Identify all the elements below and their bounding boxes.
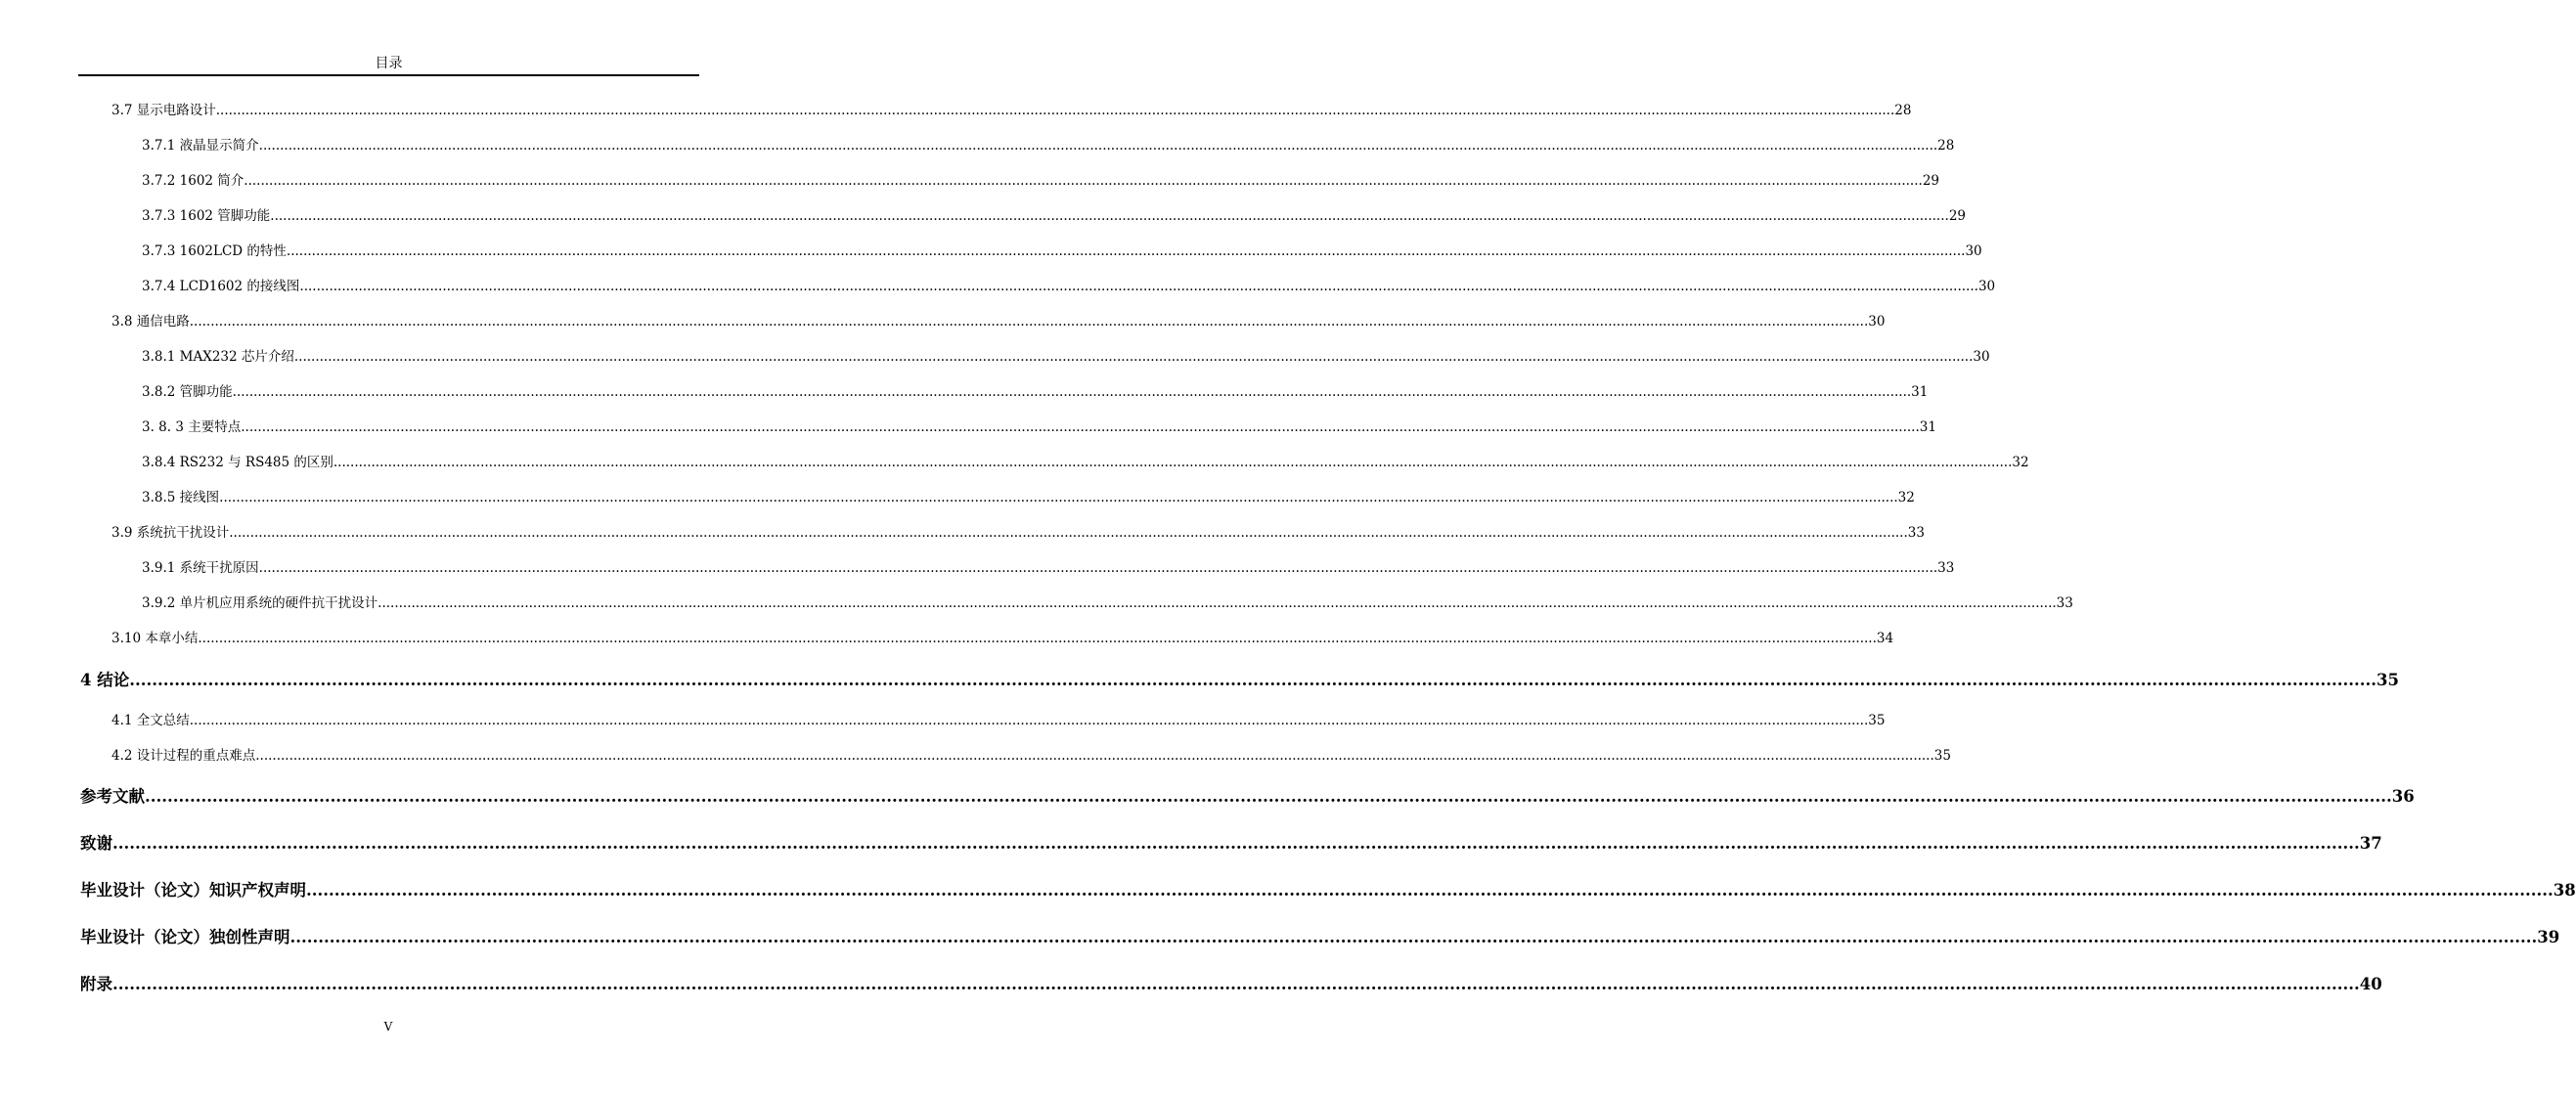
toc-leader-dots: ................................................................................................................................................................................................................................................................................................................................................................................................................: [258, 138, 1938, 154]
toc-entry-label: 4.1 全文总结: [111, 713, 190, 728]
toc-entry[interactable]: [80, 927, 2560, 948]
toc-leader-dots: ................................................................................................................................................................................................................................................................................................................................................................................................................: [129, 671, 2376, 689]
toc-leader-dots: ................................................................................................................................................................................................................................................................................................................................................................................................................: [189, 713, 1869, 728]
toc-entry[interactable]: [111, 630, 1894, 647]
toc-entry-label: 3.7.1 液晶显示简介: [142, 138, 259, 154]
toc-entry[interactable]: [142, 594, 2073, 612]
toc-entry-label: 3.7.3 1602LCD 的特性: [142, 243, 287, 259]
toc-entry[interactable]: [142, 383, 1929, 401]
toc-entry-label: 3.7 显示电路设计: [111, 103, 216, 118]
toc-entry-page: 32: [2012, 455, 2029, 470]
toc-entry-page: 33: [1907, 525, 1925, 541]
toc-leader-dots: ................................................................................................................................................................................................................................................................................................................................................................................................................: [219, 490, 1898, 505]
toc-entry[interactable]: [142, 348, 1990, 366]
toc-entry-page: 35: [1933, 748, 1951, 764]
toc-entry-page: 31: [1911, 384, 1929, 400]
toc-leader-dots: ................................................................................................................................................................................................................................................................................................................................................................................................................: [293, 349, 1974, 365]
toc-leader-dots: ................................................................................................................................................................................................................................................................................................................................................................................................................: [244, 173, 1923, 189]
toc-entry-page: 34: [1876, 631, 1894, 646]
toc-entry-page: 35: [1868, 713, 1886, 728]
toc-entry[interactable]: [142, 418, 1936, 436]
toc-entry-label: 4.2 设计过程的重点难点: [111, 748, 256, 764]
toc-entry-page: 37: [2359, 834, 2382, 853]
toc-entry-label: 3.8.4 RS232 与 RS485 的区别: [142, 455, 333, 470]
toc-leader-dots: ................................................................................................................................................................................................................................................................................................................................................................................................................: [229, 525, 1908, 541]
toc-entry-label: 附录: [80, 975, 112, 993]
toc-entry[interactable]: [111, 524, 1925, 542]
toc-entry-label: 3.8 通信电路: [111, 314, 190, 329]
toc-entry-label: 毕业设计（论文）知识产权声明: [80, 881, 306, 900]
toc-entry[interactable]: [142, 137, 1955, 154]
toc-entry-page: 31: [1919, 419, 1936, 435]
toc-entry[interactable]: [111, 313, 1886, 330]
toc-entry[interactable]: [142, 172, 1939, 190]
toc-leader-dots: ................................................................................................................................................................................................................................................................................................................................................................................................................: [289, 928, 2538, 946]
toc-entry-page: 30: [1977, 279, 1996, 294]
toc-leader-dots: ................................................................................................................................................................................................................................................................................................................................................................................................................: [333, 455, 2013, 470]
toc-leader-dots: ................................................................................................................................................................................................................................................................................................................................................................................................................: [112, 834, 2360, 853]
toc-leader-dots: ................................................................................................................................................................................................................................................................................................................................................................................................................: [306, 881, 2554, 900]
toc-leader-dots: ................................................................................................................................................................................................................................................................................................................................................................................................................: [270, 208, 1949, 224]
toc-entry-label: 3.9 系统抗干扰设计: [111, 525, 230, 541]
toc-leader-dots: ................................................................................................................................................................................................................................................................................................................................................................................................................: [255, 748, 1934, 764]
toc-entry-page: 30: [1868, 314, 1886, 329]
toc-entry-page: 40: [2359, 975, 2382, 993]
toc-leader-dots: ................................................................................................................................................................................................................................................................................................................................................................................................................: [112, 975, 2360, 993]
toc-leader-dots: ................................................................................................................................................................................................................................................................................................................................................................................................................: [258, 560, 1938, 576]
toc-entry-page: 29: [1948, 208, 1966, 224]
toc-entry[interactable]: [80, 833, 2382, 855]
toc-leader-dots: ................................................................................................................................................................................................................................................................................................................................................................................................................: [286, 243, 1966, 259]
toc-entry-page: 35: [2376, 671, 2399, 689]
toc-entry-page: 33: [2056, 595, 2073, 611]
toc-leader-dots: ................................................................................................................................................................................................................................................................................................................................................................................................................: [215, 103, 1895, 118]
toc-entry-label: 3. 8. 3 主要特点: [142, 419, 242, 435]
toc-entry-label: 3.7.3 1602 管脚功能: [142, 208, 271, 224]
toc-entry[interactable]: [142, 278, 1996, 295]
header-rule: [78, 74, 699, 76]
toc-entry-label: 3.7.4 LCD1602 的接线图: [142, 279, 300, 294]
toc-entry-page: 30: [1973, 349, 1990, 365]
toc-leader-dots: ................................................................................................................................................................................................................................................................................................................................................................................................................: [378, 595, 2057, 611]
toc-entry[interactable]: [142, 454, 2029, 471]
toc-entry[interactable]: [111, 102, 1912, 119]
toc-entry-label: 3.8.5 接线图: [142, 490, 220, 505]
toc-entry[interactable]: [111, 747, 1951, 765]
toc-entry-page: 33: [1937, 560, 1955, 576]
toc-leader-dots: ................................................................................................................................................................................................................................................................................................................................................................................................................: [198, 631, 1877, 646]
toc-entry[interactable]: [80, 786, 2415, 808]
toc-leader-dots: ................................................................................................................................................................................................................................................................................................................................................................................................................: [241, 419, 1920, 435]
toc-leader-dots: ................................................................................................................................................................................................................................................................................................................................................................................................................: [299, 279, 1978, 294]
toc-entry-label: 3.7.2 1602 简介: [142, 173, 244, 189]
toc-entry-label: 4 结论: [80, 671, 130, 689]
toc-entry[interactable]: [142, 242, 1982, 260]
toc-entry-page: 38: [2553, 881, 2576, 900]
toc-entry-page: 28: [1937, 138, 1955, 154]
toc-entry[interactable]: [80, 670, 2399, 691]
toc-entry[interactable]: [142, 489, 1915, 506]
toc-entry-page: 29: [1922, 173, 1939, 189]
toc-entry-page: 30: [1965, 243, 1982, 259]
toc-entry-label: 3.9.1 系统干扰原因: [142, 560, 259, 576]
toc-entry[interactable]: [80, 880, 2576, 901]
toc-entry[interactable]: [111, 712, 1886, 729]
toc-entry[interactable]: [142, 207, 1966, 225]
toc-entry-label: 3.8.1 MAX232 芯片介绍: [142, 349, 294, 365]
toc-entry-label: 致谢: [80, 834, 112, 853]
toc-leader-dots: ................................................................................................................................................................................................................................................................................................................................................................................................................: [189, 314, 1869, 329]
toc-entry-label: 参考文献: [80, 787, 145, 806]
toc-entry-page: 28: [1894, 103, 1912, 118]
toc-entry-page: 32: [1897, 490, 1915, 505]
toc-entry[interactable]: [142, 559, 1955, 577]
toc-entry-page: 39: [2537, 928, 2560, 946]
toc-entry-label: 毕业设计（论文）独创性声明: [80, 928, 290, 946]
toc-entry-page: 36: [2391, 787, 2415, 806]
toc-leader-dots: ................................................................................................................................................................................................................................................................................................................................................................................................................: [232, 384, 1912, 400]
toc-leader-dots: ................................................................................................................................................................................................................................................................................................................................................................................................................: [145, 787, 2392, 806]
page-header-title: 目录: [375, 56, 403, 71]
toc-entry-label: 3.10 本章小结: [111, 631, 199, 646]
toc-entry-label: 3.9.2 单片机应用系统的硬件抗干扰设计: [142, 595, 378, 611]
toc-entry[interactable]: [80, 974, 2382, 995]
page-footer-number: V: [383, 1020, 393, 1033]
toc-entry-label: 3.8.2 管脚功能: [142, 384, 233, 400]
